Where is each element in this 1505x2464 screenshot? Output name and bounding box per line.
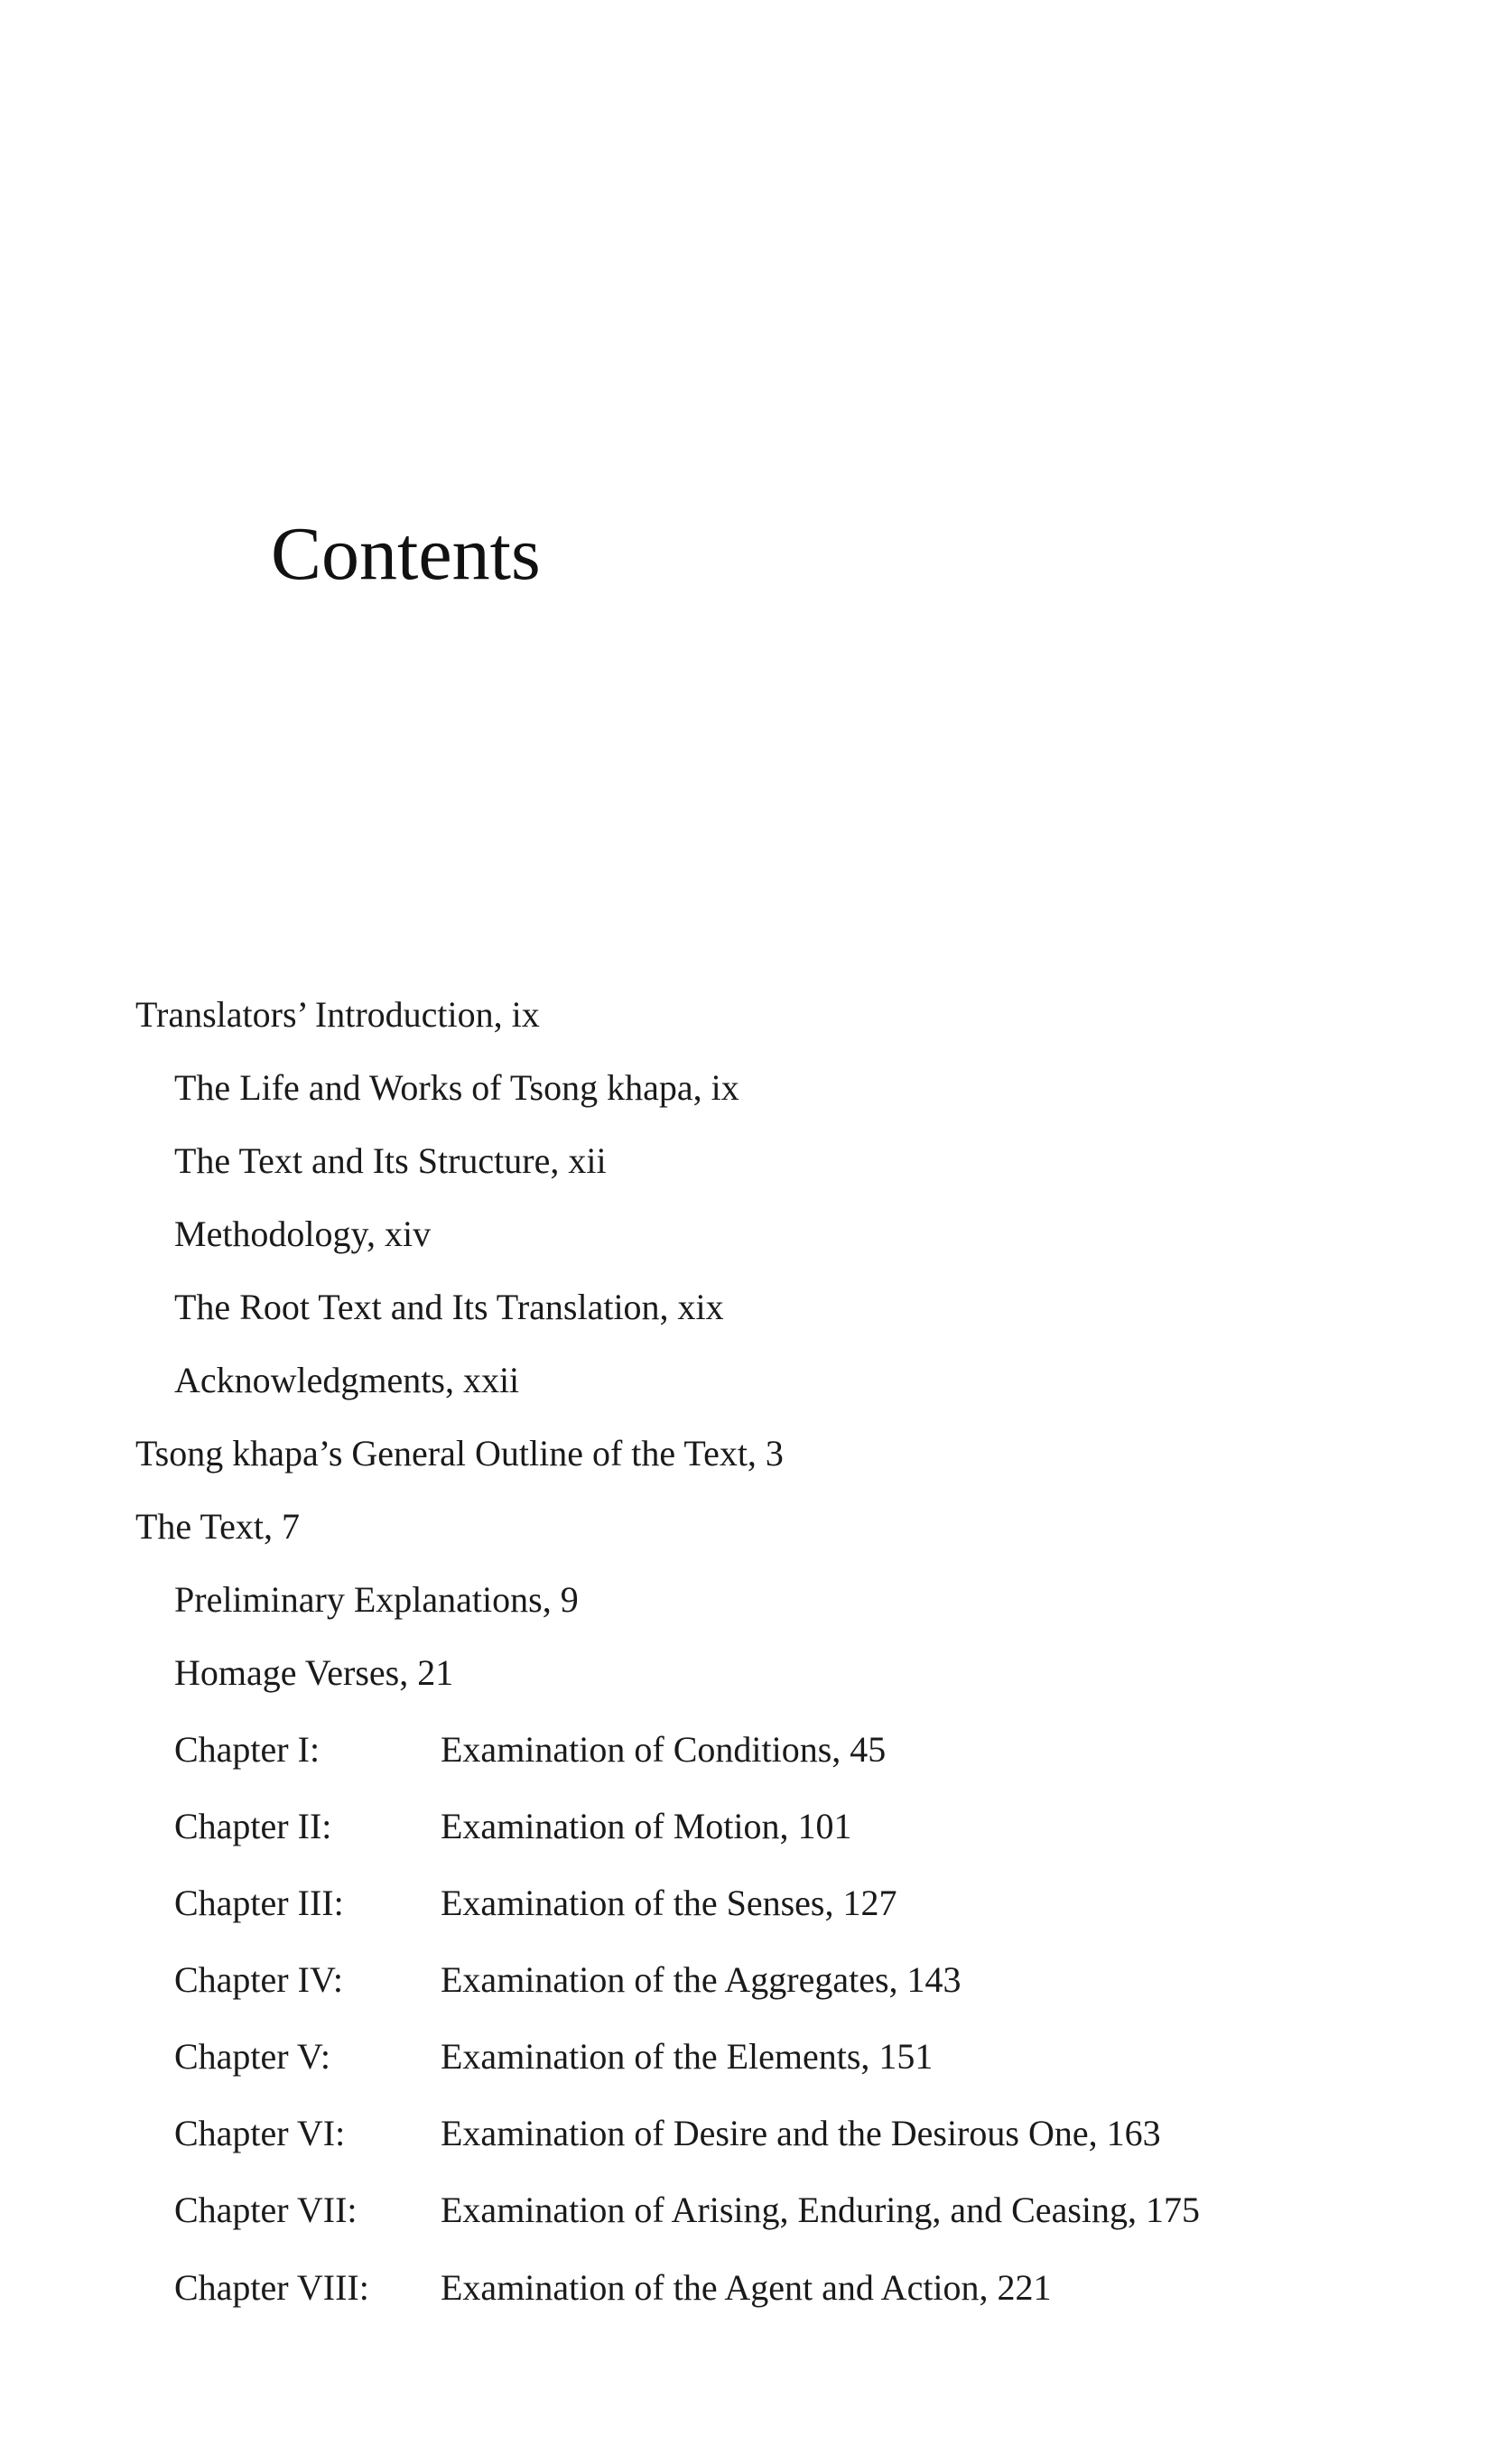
page-title: Contents [271,512,541,596]
chapter-title: Examination of Conditions, 45 [441,1729,887,1770]
chapter-label: Chapter II: [174,1806,332,1846]
chapter-title: Examination of the Aggregates, 143 [441,1959,962,2000]
toc-entry-translators-introduction[interactable]: Translators’ Introduction, ix [135,994,540,1035]
chapter-label: Chapter VII: [174,2190,358,2230]
toc-entry-preliminary-explanations[interactable]: Preliminary Explanations, 9 [174,1579,579,1620]
chapter-label: Chapter I: [174,1729,321,1770]
chapter-title: Examination of the Senses, 127 [441,1883,897,1923]
chapter-title: Examination of Motion, 101 [441,1806,852,1846]
chapter-title: Examination of the Agent and Action, 221 [441,2267,1052,2308]
toc-entry-life-and-works[interactable]: The Life and Works of Tsong khapa, ix [174,1067,739,1108]
toc-entry-the-text[interactable]: The Text, 7 [135,1506,300,1547]
chapter-label: Chapter IV: [174,1959,343,2000]
toc-entry-general-outline[interactable]: Tsong khapa’s General Outline of the Text, 3 [135,1433,784,1474]
chapter-label: Chapter III: [174,1883,344,1923]
toc-entry-root-text-translation[interactable]: The Root Text and Its Translation, xix [174,1287,724,1327]
chapter-label: Chapter VI: [174,2113,346,2153]
chapter-label: Chapter V: [174,2036,330,2077]
toc-entry-homage-verses[interactable]: Homage Verses, 21 [174,1652,454,1693]
toc-entry-text-and-structure[interactable]: The Text and Its Structure, xii [174,1140,607,1181]
chapter-title: Examination of Arising, Enduring, and Ceasing, 175 [441,2190,1200,2230]
chapter-title: Examination of Desire and the Desirous One, 163 [441,2113,1161,2153]
chapter-label: Chapter VIII: [174,2267,369,2308]
toc-entry-acknowledgments[interactable]: Acknowledgments, xxii [174,1360,520,1400]
toc-entry-methodology[interactable]: Methodology, xiv [174,1213,432,1254]
chapter-title: Examination of the Elements, 151 [441,2036,934,2077]
